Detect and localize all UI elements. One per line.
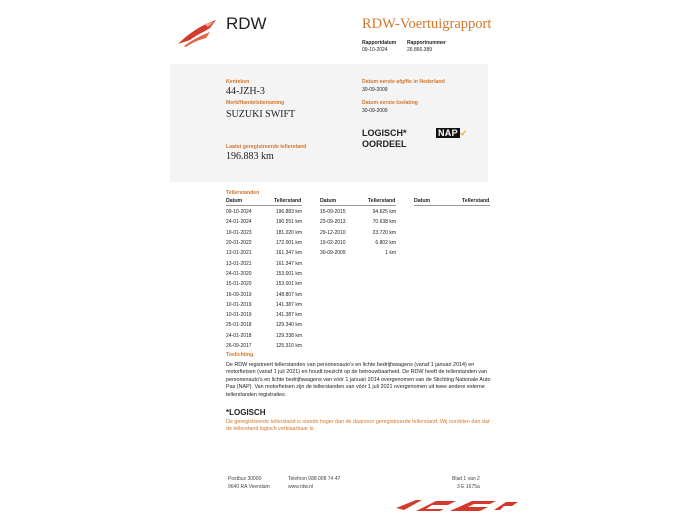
odometer-date: 20-01-2022 [226,240,252,247]
col3-date-header: Datum [414,198,431,204]
explanation-body: De RDW registreert tellerstanden van personenauto's en lichte bedrijfswagens (vanaf 1 januari 2014) en motorfietsen (vanaf 1 juli 2021) en houdt toezicht op de betrouwbaarheid. De RDW heeft de tellerstanden van personenauto's en lichte bedrijfswagens van vóór 1 januari 2014 overgenomen van de Stichting Nationale Auto Pas (NAP). Van motorfietsen zijn de tellerstanden van vóór 1 juli 2021 overgenomen uit twee andere externe tellerstanden registraties. [226,362,491,398]
odometer-row [320,228,396,238]
odometer-reading: 196.883 km [275,209,302,216]
plate-value: 44-JZH-3 [226,86,265,97]
odometer-reading: 1 km [385,250,396,257]
odometer-row [226,341,302,351]
last-odo-label: Laatst geregistreerde tellerstand [226,144,307,150]
odometer-date: 19-01-2023 [226,229,252,236]
explanation-title: Toelichting [226,352,254,358]
odometer-date: 29-12-2010 [320,229,346,236]
odometer-row [320,217,396,227]
first-admission-value: 30-09-2009 [362,108,388,114]
odometer-row [226,279,302,289]
odometer-date: 10-01-2019 [226,301,252,308]
odometer-date: 09-10-2024 [226,209,252,216]
odometer-row [226,207,302,217]
odometer-reading: 94.625 km [372,209,396,216]
footer-code: 3 E 1675a [457,484,480,490]
col1-reading-header: Tellerstand [274,198,302,204]
col3-header-rule [414,205,490,206]
odometer-reading: 190.551 km [275,219,302,226]
odometer-reading: 181.020 km [275,229,302,236]
verdict-line-2: OORDEEL [362,139,407,149]
odometer-reading: 141.387 km [275,312,302,319]
odometer-reading: 23.720 km [372,229,396,236]
odometer-date: 23-09-2013 [320,219,346,226]
odometer-reading: 6.802 km [375,240,396,247]
footer-web[interactable]: www.rdw.nl [288,484,314,490]
odometer-row [226,228,302,238]
odometer-reading: 129.340 km [275,322,302,329]
verdict-line-1: LOGISCH* [362,128,407,138]
odometer-date: 25-01-2018 [226,322,252,329]
col1-header-rule [226,205,302,206]
last-odo-value: 196.883 km [226,151,274,162]
footer-page: Blad 1 van 2 [452,476,480,482]
make-label: Merk/Handelsbenaming [226,100,285,106]
logisch-title: *LOGISCH [226,408,266,417]
odometer-row [226,300,302,310]
odometer-column-1 [226,207,302,351]
odometer-row [226,217,302,227]
make-value: SUZUKI SWIFT [226,109,296,120]
brand-name: RDW [226,14,267,33]
odometer-date: 10-01-2019 [226,312,252,319]
odometer-row [226,289,302,299]
report-number: 26.866.389 [407,47,433,53]
col2-date-header: Datum [320,198,337,204]
odometer-row [226,310,302,320]
report-title: RDW-Voertuigrapport [362,16,492,32]
odometer-row [226,248,302,258]
first-admission-label: Datum eerste toelating [362,100,418,106]
odometer-column-2 [320,207,396,258]
odometer-row [320,207,396,217]
odometer-reading: 129.338 km [275,332,302,339]
odometer-row [320,248,396,258]
odometer-reading: 153.001 km [275,281,302,288]
odometer-row [226,238,302,248]
col2-reading-header: Tellerstand [368,198,396,204]
odometer-date: 19-02-2010 [320,240,346,247]
odometer-reading: 125.310 km [275,343,302,349]
odometer-row [226,320,302,330]
odometer-reading: 148.807 km [275,291,302,298]
odometer-row [226,269,302,279]
col1-date-header: Datum [226,198,243,204]
odometer-reading: 141.387 km [275,301,302,308]
odometer-reading: 161.347 km [275,250,302,257]
first-issue-nl-label: Datum eerste afgifte in Nederland [362,79,445,85]
rdw-logo-icon [176,18,220,50]
report-date: 09-10-2024 [362,47,388,53]
odometer-date: 15-09-2015 [320,209,346,216]
odometer-row [320,238,396,248]
odometer-reading: 70.638 km [372,219,396,226]
odometer-reading: 153.001 km [275,270,302,277]
odometer-date: 30-09-2009 [320,250,346,257]
odometer-date: 24-01-2018 [226,332,252,339]
plate-label: Kenteken [226,79,250,85]
logisch-body: De geregistreerde tellerstand is steeds hoger dan de daarvoor geregistreerde tellerstand. Wij oordelen dan dat de tellerstand logisch verklaarbaar is. [226,419,490,433]
footer-postbus: Postbus 30000 [228,476,262,482]
odometer-date: 13-01-2021 [226,250,252,257]
col3-reading-header: Tellerstand [462,198,490,204]
first-issue-nl-value: 30-09-2009 [362,87,388,93]
odometer-section-title: Tellerstanden [226,190,260,196]
checkmark-icon [460,128,466,138]
verdict [362,128,407,150]
odometer-row [226,331,302,341]
footer-phone: Telefoon 088 008 74 47 [288,476,341,482]
nap-badge-text: NAP [438,128,458,138]
report-date-label: Rapportdatum [362,40,397,46]
nap-badge [436,127,466,139]
odometer-date: 15-01-2020 [226,281,252,288]
footer-swoosh-icon [396,498,518,512]
odometer-reading: 161.347 km [275,260,302,267]
col2-header-rule [320,205,396,206]
report-number-label: Rapportnummer [407,40,446,46]
odometer-date: 13-01-2021 [226,260,252,267]
odometer-date: 16-09-2019 [226,291,252,298]
odometer-date: 24-01-2020 [226,270,252,277]
odometer-date: 24-01-2024 [226,219,252,226]
odometer-reading: 172.001 km [275,240,302,247]
footer-city: 9640 RA Veendam [228,484,270,490]
odometer-date: 26-09-2017 [226,343,252,349]
odometer-row [226,258,302,268]
